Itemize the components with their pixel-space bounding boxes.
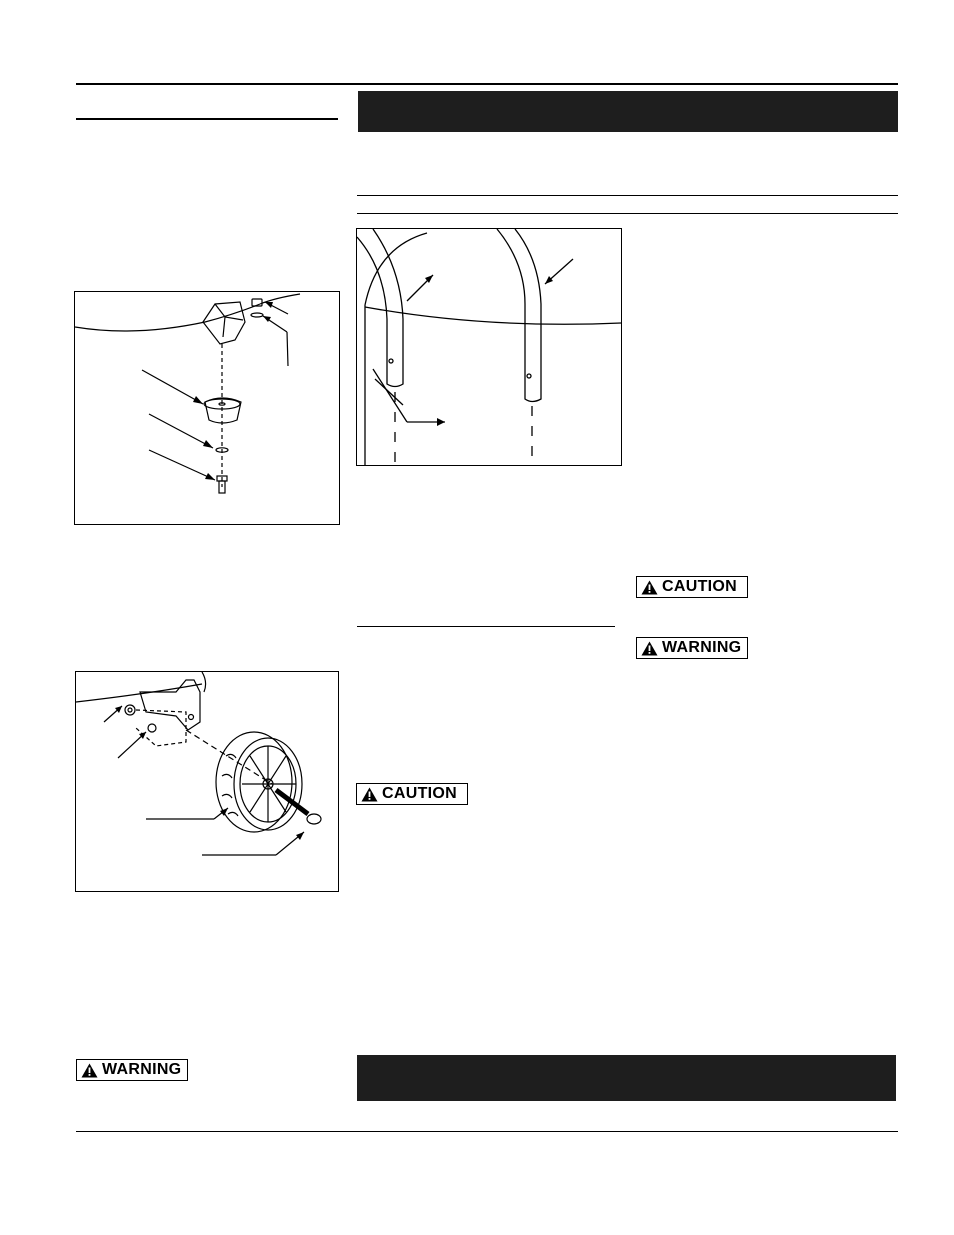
wheel-drawing [76,672,338,891]
rubber-foot-figure [74,291,340,525]
warning-label: WARNING [662,639,742,656]
warning-badge-right [636,637,748,659]
handle-figure [356,228,622,466]
bottom-rule [76,1131,898,1132]
top-rule [76,83,898,85]
middle-section-rule [357,626,615,627]
rubber-foot-drawing [75,292,339,524]
caution-badge-right [636,576,748,598]
warning-triangle-icon [641,580,658,595]
warning-label: WARNING [102,1061,182,1078]
left-section-rule [76,118,338,120]
warning-triangle-icon [81,1063,98,1078]
warning-triangle-icon [361,787,378,802]
warning-badge-left [76,1059,188,1081]
warning-triangle-icon [641,641,658,656]
handle-drawing [357,229,621,465]
caution-badge-middle [356,783,468,805]
subsection-rule-top [357,195,898,196]
bottom-header-band [357,1055,896,1101]
wheel-figure [75,671,339,892]
caution-label: CAUTION [382,785,457,802]
caution-label: CAUTION [662,578,737,595]
subsection-rule-bottom [357,213,898,214]
section-header-band [358,91,898,132]
